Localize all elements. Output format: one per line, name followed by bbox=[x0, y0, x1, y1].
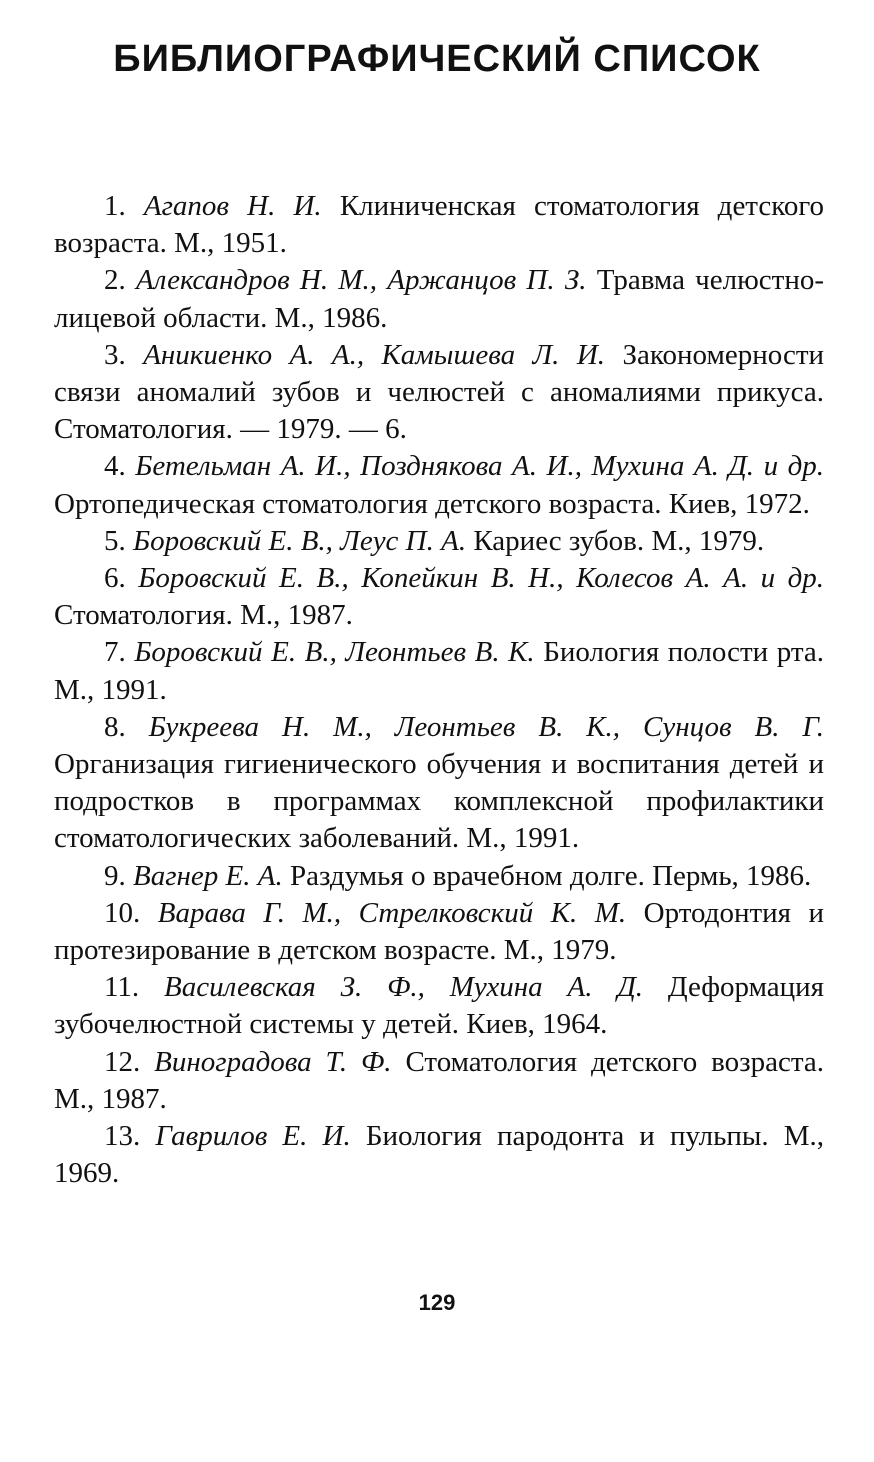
reference-authors: Агапов Н. И. bbox=[143, 190, 322, 222]
reference-text: Стоматология. М., 1987. bbox=[54, 599, 353, 632]
reference-text: Закономерности связи аномалий зубов и челюстей с аномалиями прикуса. Стоматология. — 1979. — 6. bbox=[54, 338, 825, 446]
reference-item bbox=[54, 1118, 824, 1192]
reference-item bbox=[54, 337, 824, 449]
reference-authors: Боровский Е. В., Леонтьев В. К. bbox=[134, 636, 535, 669]
reference-number: 10. bbox=[104, 896, 141, 929]
page-number: 129 bbox=[418, 1290, 456, 1315]
reference-number: 2. bbox=[104, 264, 126, 297]
reference-authors: Боровский Е. В., Копейкин В. Н., Колесов А. А. и др. bbox=[138, 562, 825, 595]
reference-text: Ортопедическая стоматология детского возраста. Киев, 1972. bbox=[54, 487, 810, 520]
reference-authors: Виноградова Т. Ф. bbox=[154, 1045, 392, 1078]
reference-text: Раздумья о врачебном долге. Пермь, 1986. bbox=[289, 859, 812, 892]
reference-number: 12. bbox=[104, 1045, 141, 1078]
reference-authors: Боровский Е. В., Леус П. А. bbox=[133, 524, 467, 557]
reference-item bbox=[54, 448, 824, 522]
reference-number: 1. bbox=[104, 190, 126, 222]
page-title: БИБЛИОГРАФИЧЕСКИЙ СПИСОК bbox=[113, 38, 761, 80]
reference-text: Травма челюстно-лицевой области. М., 1986. bbox=[54, 264, 824, 334]
reference-authors: Букреева Н. М., Леонтьев В. К., Сунцов В. Г. bbox=[148, 710, 824, 743]
reference-item bbox=[54, 560, 824, 634]
reference-text: Биология пародонта и пульпы. М., 1969. bbox=[54, 1120, 825, 1190]
reference-number: 7. bbox=[104, 636, 126, 669]
reference-item bbox=[54, 523, 824, 560]
reference-item bbox=[54, 634, 824, 708]
reference-authors: Варава Г. М., Стрелковский К. М. bbox=[157, 896, 627, 929]
reference-text: Клиниченская стоматология детского возраста. М., 1951. bbox=[54, 190, 824, 260]
reference-text: Кариес зубов. М., 1979. bbox=[473, 524, 765, 557]
reference-number: 6. bbox=[104, 562, 126, 595]
reference-authors: Гаврилов Е. И. bbox=[155, 1120, 351, 1153]
reference-number: 4. bbox=[104, 450, 126, 483]
reference-number: 5. bbox=[104, 524, 126, 557]
reference-text: Стоматология детского возраста. М., 1987. bbox=[54, 1045, 825, 1115]
reference-authors: Александров Н. М., Аржанцов П. З. bbox=[136, 264, 587, 297]
reference-text: Деформация зубочелюстной системы у детей. Киев, 1964. bbox=[54, 971, 825, 1041]
reference-text: Ортодонтия и протезирование в детском возрасте. М., 1979. bbox=[54, 896, 825, 967]
reference-item bbox=[54, 262, 824, 336]
reference-item bbox=[54, 895, 824, 969]
reference-number: 8. bbox=[104, 710, 126, 743]
reference-item bbox=[54, 1044, 824, 1118]
reference-number: 13. bbox=[104, 1120, 141, 1153]
reference-text: Организация гигиенического обучения и воспитания детей и подростков в программах комплексной профилактики стоматологических заболеваний. М., 1991. bbox=[54, 748, 824, 855]
reference-authors: Аникиенко А. А., Камышева Л. И. bbox=[143, 338, 606, 371]
reference-text: Биология полости рта. М., 1991. bbox=[54, 636, 825, 706]
reference-authors: Вагнер Е. А. bbox=[133, 859, 283, 892]
reference-number: 9. bbox=[104, 859, 126, 892]
reference-authors: Василевская З. Ф., Мухина А. Д. bbox=[164, 971, 644, 1004]
reference-authors: Бетельман А. И., Позднякова А. И., Мухина А. Д. и др. bbox=[135, 450, 825, 483]
reference-number: 11. bbox=[104, 971, 140, 1004]
reference-item bbox=[54, 858, 824, 895]
reference-item bbox=[54, 709, 824, 858]
reference-item bbox=[54, 188, 824, 262]
reference-item bbox=[54, 969, 824, 1043]
bibliography-list bbox=[54, 188, 824, 1192]
reference-number: 3. bbox=[104, 338, 126, 371]
